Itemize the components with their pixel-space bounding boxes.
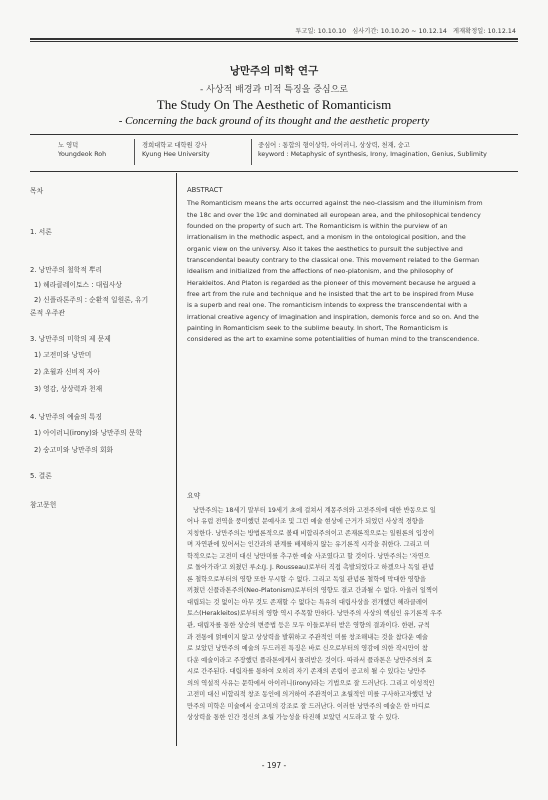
author-divider — [134, 139, 135, 165]
abstract-line: irrational creative agency of imagination and inspiration, demonis force and so on. And the — [187, 312, 479, 321]
accepted-date: 게재확정일: 10.12.14 — [453, 28, 516, 35]
toc-item: 1) 아이러니(irony)와 낭만주의 문학 — [34, 429, 143, 437]
abstract-line: organic view on the universy. Also it takes the aesthetics to pursuit the subjective and — [187, 244, 463, 253]
abstract-line: the 18c and over the 19c and dominated all european area, and the philosophical tendency — [187, 210, 481, 219]
toc-item: 5. 결론 — [30, 472, 52, 480]
summary-line: 만주의 미학은 미술에서 숭고미의 강조로 잘 드러난다. 이러한 낭만주의 예술은 한 마디로 — [187, 702, 430, 710]
keywords — [258, 141, 487, 159]
summary-line: 다운 예술이라고 주장했던 플라톤에게서 물려받은 것이다. 따라서 플라톤은 낭만주의의 효 — [187, 656, 433, 664]
abstract-line: idealism and initialized from the affections of neo-platonism, and the philosophy of — [187, 267, 453, 276]
toc-item: 2) 초월과 신비적 자아 — [34, 368, 100, 376]
abstract-line: transcendental beauty contrary to the classical one. This movement related to the German — [187, 256, 480, 265]
summary-line: 로 돌아가라'고 외쳤던 루소(J. J. Rousseau)로부터 직접 촉발되었다고 하겠으나 독일 관념 — [187, 564, 435, 572]
author-block — [30, 137, 518, 169]
summary-line: 며 자연관에 있어서는 인간과의 관계를 배제하지 않는 유기론적 시각을 취한다. 그리고 미 — [187, 541, 430, 549]
summary-heading: 요약 — [187, 492, 201, 500]
abstract-line: Herakleitos. And Platon is regarded as the pioneer of this movement because he argued a — [187, 278, 476, 287]
summary-line: 대립되는 것 없이는 아무 것도 존재할 수 없다는 특유의 대립사상을 전개했던 헤라클레이 — [187, 598, 428, 606]
affiliation-english: Kyung Hee University — [142, 151, 210, 158]
column-divider — [176, 173, 177, 746]
abstract-line: founded on the property of such art. The Romanticism is within the purview of an — [187, 222, 448, 231]
received-date: 투고일: 10.10.10 — [295, 28, 347, 35]
abstract-heading: ABSTRACT — [187, 186, 223, 194]
abstract-line: considered as the art to examine some potentialities of human mind to the transcendence. — [187, 335, 480, 344]
toc-item: 1) 고전미와 낭만미 — [34, 351, 92, 359]
summary-line: 학적으로는 고전미 대신 낭만미를 추구한 예술 사조였다고 할 것이다. 낭만주의는 '자연으 — [187, 552, 430, 560]
summary-line: 과 전통에 얽매이지 않고 상상력을 발휘하고 주관적인 미를 창조해내는 것을 참다운 예술 — [187, 633, 428, 641]
toc-item: 참고문헌 — [30, 501, 57, 509]
toc-item: 론적 우주관 — [30, 309, 65, 317]
abstract-section — [187, 185, 515, 346]
summary-line: 의의 역설적 사유는 문학에서 아이러니(irony)라는 기법으로 잘 드러난다. 그리고 이성적인 — [187, 679, 435, 687]
summary-line: 관, 대립자를 통한 상승의 변증법 등은 모두 이들로부터 받은 영향의 결과이다. 한편, 규칙 — [187, 622, 430, 630]
paper-subtitle-english: - Concerning the back ground of its thought and the aesthetic property — [118, 115, 430, 127]
toc-heading: 목차 — [30, 187, 44, 195]
keywords-korean: 중심어 : 통합의 형이상학, 아이러니, 상상력, 천재, 숭고 — [258, 142, 410, 149]
author-rule-top — [30, 134, 518, 135]
abstract-line: free art from the rule and technique and he insisted that the art to be inspired from Muse — [187, 290, 474, 299]
author-rule-bottom — [30, 171, 518, 172]
summary-line: 시로 간주된다. 대립자를 통하여 오히려 자기 존재의 존립이 공고히 될 수 있다는 낭만주 — [187, 668, 426, 676]
author-affiliation — [142, 141, 210, 159]
summary-line: 고전미 대신 비합리적 창조 동인에 의거하여 주관적이고 초월적인 미를 구사하고자했던 낭 — [187, 691, 433, 699]
publication-dates — [291, 26, 516, 35]
author-name-korean: 노 영덕 — [58, 142, 79, 149]
top-rule — [30, 38, 518, 40]
affiliation-korean: 경희대학교 대학원 강사 — [142, 142, 207, 149]
summary-line: 어나 유럽 전역을 풍미했던 문예사조 및 그런 예술 현상에 근거가 되었던 사상적 경향을 — [187, 518, 424, 526]
abstract-line: is a superb and real one. The romanticism intends to express the transcendental with a — [187, 301, 468, 310]
keywords-english: keyword : Metaphysic of synthesis, Irony, Imagination, Genius, Sublimity — [258, 151, 487, 158]
toc-item: 2. 낭만주의 철학적 뿌리 — [30, 266, 103, 274]
toc-item: 3. 낭만주의 미학의 제 문제 — [30, 335, 111, 343]
summary-line: 지칭한다. 낭만주의는 방법론적으로 볼때 비합리주의이고 존재론적으로는 일원론의 입장이 — [187, 529, 435, 537]
toc-item: 1. 서론 — [30, 228, 52, 236]
toc-item: 4. 낭만주의 예술의 특징 — [30, 413, 103, 421]
keyword-divider — [251, 139, 252, 165]
summary-line: 론 철학으로부터의 영향 또한 무시할 수 없다. 그리고 독일 관념론 철학에 막대한 영향을 — [187, 575, 426, 583]
paper-title-korean: 낭만주의 미학 연구 — [229, 65, 319, 77]
abstract-line: The Romanticism means the arts occurred against the neo-classism and the illuminism from — [187, 199, 483, 208]
paper-subtitle-korean: - 사상적 배경과 미적 특징을 중심으로 — [200, 85, 348, 95]
summary-line: 로 보았던 낭만주의 예술의 두드러진 특징은 바로 신으로부터의 영감에 의한 작시만이 참 — [187, 645, 428, 653]
toc-item: 2) 신플라톤주의 : 순환적 일원론, 유기 — [34, 296, 149, 304]
summary-line: 토스(Herakleitos)로부터의 영향 역시 주목할 만하다. 낭만주의 사상의 핵심인 유기론적 우주 — [187, 610, 443, 618]
summary-line: 낭만주의는 18세기 말부터 19세기 초에 걸쳐서 계몽주의와 고전주의에 대한 반동으로 일 — [193, 506, 436, 514]
page-number: - 197 - — [261, 761, 287, 770]
toc-item: 3) 영감, 상상력과 천재 — [34, 385, 103, 393]
author-name-english: Youngdeok Roh — [58, 151, 107, 158]
toc-item: 2) 숭고미와 낭만주의 회화 — [34, 446, 114, 454]
paper-title-english: The Study On The Aesthetic of Romanticism — [156, 97, 392, 112]
author-name — [58, 141, 106, 159]
top-rule-thin — [30, 41, 518, 42]
summary-section — [187, 491, 515, 724]
abstract-line: painting in Romanticism seek to the sublime beauty. In short, The Romanticism is — [187, 324, 448, 333]
summary-line: 끼쳤던 신플라톤주의(Neo-Platonism)로부터의 영향도 결코 간과될 수 없다. 아울러 일찍이 — [187, 587, 439, 595]
summary-line: 상상력을 통한 인간 정신의 초월 가능성을 타진해 보았던 시도라고 할 수 있다. — [187, 714, 400, 722]
review-period: 심사기간: 10.10.20 ~ 10.12.14 — [352, 28, 447, 35]
abstract-line: irrationalism in the methodic aspect, and a monism in the ontological position, and the — [187, 233, 466, 242]
toc-item: 1) 헤라클레이토스 : 대립사상 — [34, 281, 122, 289]
